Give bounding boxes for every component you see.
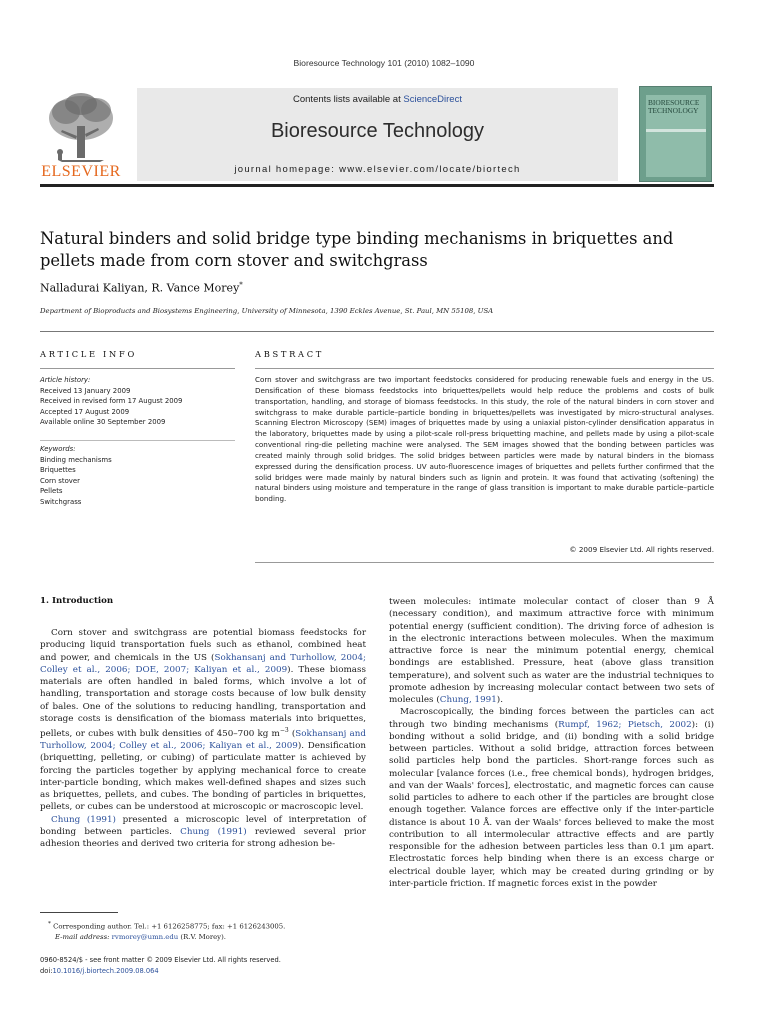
corresponding-author-mark[interactable]: *: [239, 281, 243, 289]
article-info-heading: ARTICLE INFO: [40, 349, 137, 359]
paragraph: Corn stover and switchgrass are potential biomass feedstocks for producing liquid transportation fuels such as ethanol, combined heat and power, and chemicals in the US (Sokhansanj and Turhollow, 2004; Colley et al., 2006; DOE, 2007; Kaliyan et al., 2009). These biomass materials are often handled in baled forms, which involve a lot of handling, transportation and storage costs because of low bulk density of bales. One of the solutions to reducing handling, transportation and storage costs is densification of the biomass materials into briquettes, pellets, or cubes with bulk densities of 450–700 kg $m^{-3}$ (Sokhansanj and Turhollow, 2004; Colley et al., 2006; Kaliyan et al., 2009). Densification (briquetting, pelleting, or cubing) of particulate matter is achieved by forcing the particles together by applying mechanical force to create inter-particle bonding, which makes well-defined shapes and sizes such as briquettes, pellets, and cubes. The bonding of particles in briquettes, pellets, or cubes can be understood at microscopic or macroscopic level.: [40, 628, 367, 813]
citation-link[interactable]: Sokhansanj and Turhollow, 2004; Colley et al., 2006; DOE, 2007; Kaliyan et al., 2009: [40, 652, 366, 675]
article-history: [40, 375, 235, 428]
journal-cover-thumbnail: [639, 86, 712, 182]
body-column-right: [389, 596, 714, 890]
keywords-rule: [40, 440, 235, 441]
abstract-heading: ABSTRACT: [255, 349, 325, 359]
header-rule: [40, 184, 714, 187]
citation-link[interactable]: Rumpf, 1962; Pietsch, 2002: [558, 719, 692, 730]
publisher-wordmark: ELSEVIER: [41, 163, 121, 180]
paragraph: Macroscopically, the binding forces between the particles can act through two binding mechanisms (Rumpf, 1962; Pietsch, 2002): (i) bonding without a solid bridge, and (ii) bonding with a solid bridge between particles. Without a solid bridge, attraction forces between solid particles help bond the particles. Short-range forces such as molecular [valance forces (i.e., free chemical bonds), hydrogen bridges, and van der Waals' forces], electrostatic, and magnetic forces can cause solid particles to adhere to each other if the particles are brought close enough together. Valance forces are effective only if the inter-particle distance is about 10 Å. van der Waals' forces believed to make the most contribution to all intermolecular attractive effects and are partly responsible for the adhesion between particles less than 0.1 µm apart. Electrostatic forces help binding when there is an excess charge or electrical double layer, which may be created during grinding or by inter-particle friction. If magnetic forces exist in the powder: [389, 707, 714, 889]
footnote-contact: Corresponding author. Tel.: +1 6126258775; fax: +1 6126243005.: [53, 922, 286, 931]
contents-prefix: Contents lists available at: [293, 94, 404, 105]
title-rule: [40, 331, 714, 332]
footnote-mark: *: [48, 921, 51, 927]
keyword-item: Switchgrass: [40, 497, 82, 506]
keyword-item: Corn stover: [40, 476, 80, 485]
keyword-item: Briquettes: [40, 466, 76, 474]
doi-prefix: doi:: [40, 966, 53, 975]
email-label: E-mail address:: [55, 932, 110, 941]
cover-stripe: [646, 129, 706, 132]
doi-line: [40, 966, 370, 977]
article-info-rule: [40, 368, 235, 369]
email-suffix: (R.V. Morey).: [178, 932, 226, 941]
history-received: Received 13 January 2009: [40, 386, 131, 395]
history-accepted: Accepted 17 August 2009: [40, 407, 130, 416]
doi-link[interactable]: 10.1016/j.biortech.2009.08.064: [52, 966, 159, 975]
front-matter: [40, 955, 370, 976]
journal-citation: Bioresource Technology 101 (2010) 1082–1090: [293, 58, 475, 68]
authors-text: Nalladurai Kaliyan, R. Vance Morey: [40, 281, 240, 295]
copyright-notice: © 2009 Elsevier Ltd. All rights reserved.: [569, 545, 714, 554]
issn-line: 0960-8524/$ - see front matter © 2009 Elsevier Ltd. All rights reserved.: [40, 956, 281, 964]
abstract-rule: [255, 368, 714, 369]
citation-link[interactable]: Sokhansanj and Turhollow, 2004; Colley et al., 2006; Kaliyan et al., 2009: [40, 728, 366, 752]
keywords-block: [40, 444, 235, 507]
superscript: −3: [279, 727, 289, 734]
keyword-item: Binding mechanisms: [40, 455, 112, 464]
history-label: Article history:: [40, 376, 91, 384]
author-affiliation: Department of Bioproducts and Biosystems Engineering, University of Minnesota, 1390 Eckles Avenue, St. Paul, MN 55108, USA: [40, 307, 494, 315]
body-column-left: [40, 627, 366, 850]
sciencedirect-link[interactable]: ScienceDirect: [403, 94, 462, 105]
abstract-text: Corn stover and switchgrass are two important feedstocks considered for producing renewable fuels and energy in the US. Densification of these biomass feedstocks into briquettes/pellets would help reduce the problems and costs of bulk transportation, handling, and storage of biomass feedstocks. In this study, the role of the natural binders in corn stover and switchgrass to make durable particle–particle bonding in briquettes/pellets was investigated by micro-structural analyses. Scanning Electron Microscopy (SEM) images of briquettes made by using a uniaxial piston-cylinder densification apparatus in the laboratory, briquettes made by using a pilot-scale roll-press briquetting machine, and pellets made by using a pilot-scale conventional ring-die pelleting machine were analysed. The SEM images showed that the bonding between particles was created mainly through solid bridges. The solid bridges between particles were made by natural binders in the biomass expressed during the densification process. UV auto-fluorescence images of briquettes and pellets further confirmed that the solid bridges were made mainly by natural binders such as lignin and protein. It was found that activating (softening) the natural binders using moisture and temperature in the range of glass transition is important to make durable particle–particle bonding.: [255, 375, 714, 504]
keyword-item: Pellets: [40, 487, 63, 495]
corresponding-author-footnote: [40, 919, 370, 942]
citation-link[interactable]: Chung, 1991: [439, 695, 497, 705]
contents-line: [137, 94, 618, 105]
journal-name: Bioresource Technology: [270, 120, 485, 142]
abstract-bottom-rule: [255, 562, 714, 563]
footnote-rule: [40, 912, 118, 913]
author-list: [40, 281, 243, 295]
history-revised: Received in revised form 17 August 2009: [40, 397, 183, 405]
section-heading: 1. Introduction: [40, 596, 114, 606]
paragraph: tween molecules: intimate molecular contact of closer than 9 Å (necessary condition), and maximum attractive force with minimum potential energy (sufficient condition). The driving force of adhesion is in the electronic interactions between molecules. When the maximum attractive force is near the minimum potential energy, chemical bondings are established. Pressure, heat (above glass transition temperature), and solvent such as water are the industrial techniques to promote adhesion by increasing molecular contact between two sets of molecules (Chung, 1991).: [389, 597, 714, 705]
article-title: Natural binders and solid bridge type binding mechanisms in briquettes and pellets made from corn stover and switchgrass: [40, 229, 674, 270]
journal-homepage[interactable]: journal homepage: www.elsevier.com/locate/biortech: [234, 164, 521, 175]
citation-link[interactable]: Chung (1991): [51, 814, 116, 825]
cover-title: BIORESOURCE TECHNOLOGY: [648, 98, 700, 115]
history-online: Available online 30 September 2009: [40, 418, 166, 426]
citation-link[interactable]: Chung (1991): [180, 826, 247, 837]
paragraph: Chung (1991) presented a microscopic level of interpretation of bonding between particles. Chung (1991) reviewed several prior adhesion theories and derived two criteria for strong adhesion be-: [40, 814, 366, 850]
keywords-label: Keywords:: [40, 445, 76, 453]
email-link[interactable]: rvmorey@umn.edu: [111, 932, 179, 941]
